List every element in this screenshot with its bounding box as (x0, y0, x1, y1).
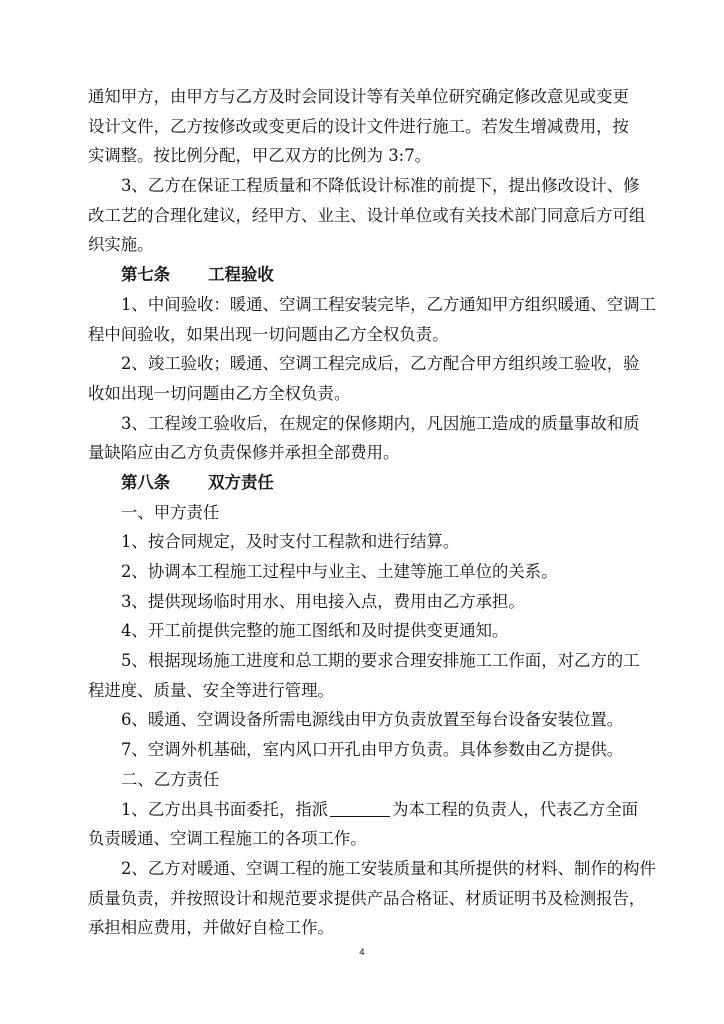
text-line: 实调整。按比例分配，甲乙双方的比例为 3:7。 (88, 146, 432, 166)
text-line: 质量负责，并按照设计和规范要求提供产品合格证、材质证明书及检测报告， (88, 888, 646, 908)
document-page (88, 82, 660, 943)
fill-in-blank (330, 800, 390, 817)
text-line: 1、中间验收：暖通、空调工程安装完毕，乙方通知甲方组织暖通、空调工 (121, 294, 656, 314)
text-line: 织实施。 (88, 235, 154, 255)
text-line: 收如出现一切问题由乙方全权负责。 (88, 383, 351, 403)
article-title: 双方责任 (208, 472, 274, 492)
text-line: 设计文件，乙方按修改或变更后的设计文件进行施工。若发生增减费用，按 (88, 116, 629, 136)
text-line: 承担相应费用，并做好自检工作。 (88, 918, 334, 938)
text-line: 程中间验收，如果出现一切问题由乙方全权负责。 (88, 324, 449, 344)
article-number: 第八条 (121, 472, 171, 492)
text-fragment: 为本工程的负责人，代表乙方全面 (392, 799, 638, 819)
article-7-heading (88, 260, 660, 290)
text-line: 5、根据现场施工进度和总工期的要求合理安排施工工作面，对乙方的工 (121, 651, 640, 671)
page-number: 4 (359, 948, 365, 958)
text-line: 3、工程竣工验收后，在规定的保修期内，凡因施工造成的质量事故和质 (121, 413, 640, 433)
text-line: 负责暖通、空调工程施工的各项工作。 (88, 829, 367, 849)
text-line: 1、按合同规定，及时支付工程款和进行结算。 (121, 532, 460, 552)
text-line: 2、乙方对暖通、空调工程的施工安装质量和其所提供的材料、制作的构件 (121, 858, 656, 878)
section-title: 一、甲方责任 (121, 502, 220, 522)
article-8-heading (88, 468, 660, 498)
text-line: 通知甲方，由甲方与乙方及时会同设计等有关单位研究确定修改意见或变更 (88, 87, 629, 106)
text-line: 2、竣工验收；暖通、空调工程完成后，乙方配合甲方组织竣工验收，验 (121, 354, 640, 374)
text-line: 6、暖通、空调设备所需电源线由甲方负责放置至每台设备安装位置。 (121, 710, 624, 730)
text-line (88, 795, 660, 825)
text-line: 4、开工前提供完整的施工图纸和及时提供变更通知。 (121, 621, 509, 641)
text-line: 量缺陷应由乙方负责保修并承担全部费用。 (88, 443, 400, 463)
text-line: 7、空调外机基础，室内风口开孔由甲方负责。具体参数由乙方提供。 (121, 740, 624, 760)
article-title: 工程验收 (208, 265, 274, 285)
text-fragment: 1、乙方出具书面委托，指派 (121, 799, 329, 819)
section-title: 二、乙方责任 (121, 769, 220, 789)
text-line: 2、协调本工程施工过程中与业主、土建等施工单位的关系。 (121, 562, 558, 581)
article-number: 第七条 (121, 265, 171, 285)
text-line: 3、乙方在保证工程质量和不降低设计标准的前提下，提出修改设计、修 (121, 176, 640, 196)
text-line: 改工艺的合理化建议，经甲方、业主、设计单位或有关技术部门同意后方可组 (88, 205, 646, 225)
text-line: 程进度、质量、安全等进行管理。 (88, 680, 334, 700)
text-line: 3、提供现场临时用水、用电接入点，费用由乙方承担。 (121, 591, 525, 611)
